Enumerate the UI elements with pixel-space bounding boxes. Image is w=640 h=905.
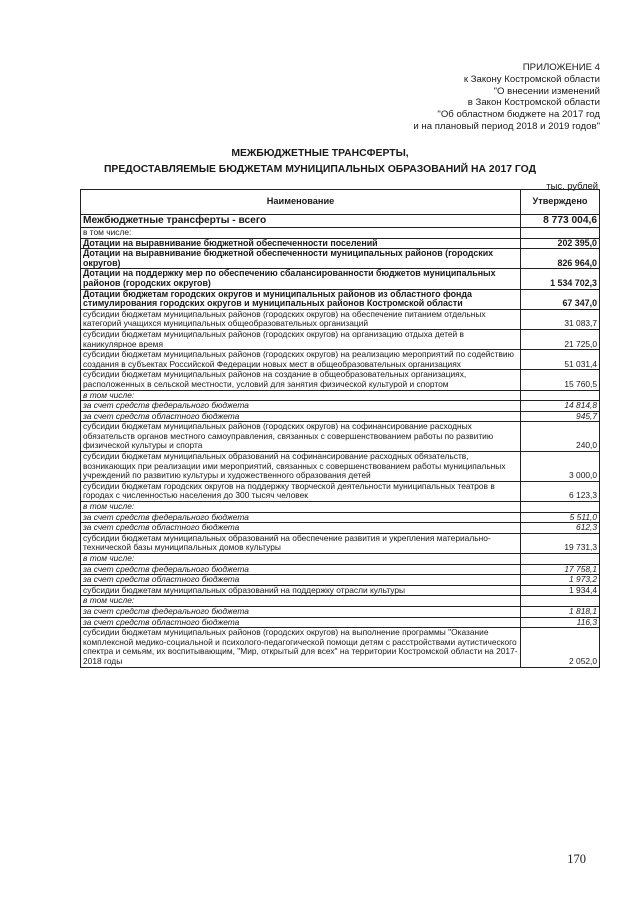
- row-value-cell: 51 031,4: [521, 350, 600, 370]
- table-row: [81, 502, 600, 513]
- row-name-cell: субсидии бюджетам муниципальных районов (городских округов) на выполнение программы "Оказание комплексной медико-социальной и психолого-педагогической помощи детям с расстройствами аутистического спектра и семьям, их воспитывающим, "Мир, открытый для всех" на территории Костромской области на 2017-2018 годы: [81, 628, 521, 667]
- table-header-row: [81, 190, 600, 215]
- row-name-cell: субсидии бюджетам муниципальных образований на обеспечение развития и укрепления материально-технической базы муниципальных домов культуры: [81, 533, 521, 553]
- table-row: [81, 329, 600, 349]
- table-body: [81, 215, 600, 668]
- row-name-cell: за счет средств областного бюджета: [81, 617, 521, 628]
- row-value-cell: 14 814,8: [521, 401, 600, 412]
- table-row: [81, 617, 600, 628]
- table-row: [81, 390, 600, 401]
- row-name-cell: за счет средств областного бюджета: [81, 411, 521, 422]
- row-value-cell: [521, 228, 600, 239]
- table-row: [81, 289, 600, 309]
- row-name-cell: субсидии бюджетам муниципальных районов (городских округов) на реализацию мероприятий по содействию создания в субъектах Российской Федерации новых мест в общеобразовательных организациях: [81, 350, 521, 370]
- title-line-1: МЕЖБЮДЖЕТНЫЕ ТРАНСФЕРТЫ,: [231, 148, 409, 159]
- appendix-line: "Об областном бюджете на 2017 год: [437, 109, 600, 121]
- row-name-cell: субсидии бюджетам муниципальных образований на софинансирование расходных обязательств, возникающих при реализации ими мероприятий, связанных с совершенствованием работы муниципальных учреждений по развитию культуры и художественного образования детей: [81, 452, 521, 482]
- row-name-cell: в том числе:: [81, 390, 521, 401]
- row-value-cell: 1 818,1: [521, 606, 600, 617]
- column-header-name: Наименование: [81, 190, 521, 215]
- table-row: [81, 249, 600, 269]
- row-value-cell: 5 511,0: [521, 512, 600, 523]
- appendix-line: к Закону Костромской области: [463, 73, 600, 85]
- row-name-cell: Дотации на поддержку мер по обеспечению сбалансированности бюджетов муниципальных районов (городских округов): [81, 269, 521, 289]
- table-row: [81, 554, 600, 565]
- appendix-line: ПРИЛОЖЕНИЕ 4: [522, 62, 600, 73]
- page-number: 170: [567, 852, 586, 866]
- table-row: [81, 350, 600, 370]
- appendix-header: [340, 62, 600, 133]
- row-name-cell: Межбюджетные трансферты - всего: [81, 215, 521, 228]
- appendix-line: в Закон Костромской области: [467, 97, 600, 109]
- row-value-cell: 17 758,1: [521, 564, 600, 575]
- row-name-cell: за счет средств федерального бюджета: [81, 512, 521, 523]
- row-value-cell: 31 083,7: [521, 309, 600, 329]
- table-row: [81, 269, 600, 289]
- row-value-cell: [521, 554, 600, 565]
- table-row: [81, 481, 600, 501]
- row-value-cell: 240,0: [521, 422, 600, 452]
- row-name-cell: субсидии бюджетам муниципальных районов (городских округов) на организацию отдыха детей в каникулярное время: [81, 329, 521, 349]
- row-name-cell: субсидии бюджетам муниципальных районов (городских округов) на обеспечение питанием отдельных категорий учащихся муниципальных общеобразовательных организаций: [81, 309, 521, 329]
- table-row: [81, 309, 600, 329]
- document-title: [60, 146, 580, 178]
- table-row: [81, 370, 600, 390]
- row-name-cell: Дотации на выравнивание бюджетной обеспеченности поселений: [81, 238, 521, 249]
- row-value-cell: 19 731,3: [521, 533, 600, 553]
- table-row: [81, 401, 600, 412]
- row-value-cell: 8 773 004,6: [521, 215, 600, 228]
- table-row: [81, 452, 600, 482]
- title-line-2: ПРЕДОСТАВЛЯЕМЫЕ БЮДЖЕТАМ МУНИЦИПАЛЬНЫХ ОБРАЗОВАНИЙ НА 2017 ГОД: [103, 164, 537, 175]
- row-value-cell: 1 973,2: [521, 575, 600, 586]
- appendix-line: и на плановый период 2018 и 2019 годов": [413, 120, 600, 132]
- row-name-cell: за счет средств федерального бюджета: [81, 401, 521, 412]
- transfers-table: [80, 189, 600, 668]
- row-name-cell: субсидии бюджетам муниципальных районов на создание в общеобразовательных организациях, расположенных в сельской местности, условий для занятия физической культурой и спортом: [81, 370, 521, 390]
- table-row: [81, 215, 600, 228]
- row-name-cell: субсидии бюджетам муниципальных образований на поддержку отрасли культуры: [81, 585, 521, 596]
- table-row: [81, 575, 600, 586]
- row-value-cell: 116,3: [521, 617, 600, 628]
- row-value-cell: 15 760,5: [521, 370, 600, 390]
- row-value-cell: 1 534 702,3: [521, 269, 600, 289]
- row-value-cell: 202 395,0: [521, 238, 600, 249]
- row-name-cell: за счет средств федерального бюджета: [81, 564, 521, 575]
- row-name-cell: за счет средств областного бюджета: [81, 575, 521, 586]
- table-row: [81, 512, 600, 523]
- row-name-cell: за счет средств областного бюджета: [81, 523, 521, 534]
- row-value-cell: 612,3: [521, 523, 600, 534]
- row-name-cell: субсидии бюджетам городских округов на поддержку творческой деятельности муниципальных театров в городах с численностью населения до 300 тысяч человек: [81, 481, 521, 501]
- table-row: [81, 585, 600, 596]
- row-value-cell: 1 934,4: [521, 585, 600, 596]
- row-name-cell: субсидии бюджетам муниципальных районов (городских округов) на софинансирование расходных обязательств органов местного самоуправления, связанных с совершенствованием работы по развитию физической культуры и спорта: [81, 422, 521, 452]
- row-name-cell: в том числе:: [81, 596, 521, 607]
- table-row: [81, 628, 600, 667]
- row-value-cell: 67 347,0: [521, 289, 600, 309]
- row-value-cell: 826 964,0: [521, 249, 600, 269]
- row-value-cell: [521, 502, 600, 513]
- row-value-cell: 2 052,0: [521, 628, 600, 667]
- row-value-cell: 3 000,0: [521, 452, 600, 482]
- table-row: [81, 533, 600, 553]
- row-name-cell: в том числе:: [81, 502, 521, 513]
- row-value-cell: 945,7: [521, 411, 600, 422]
- row-name-cell: за счет средств федерального бюджета: [81, 606, 521, 617]
- row-value-cell: [521, 390, 600, 401]
- row-value-cell: 6 123,3: [521, 481, 600, 501]
- row-name-cell: в том числе:: [81, 228, 521, 239]
- column-header-value: Утверждено: [521, 190, 600, 215]
- table-row: [81, 238, 600, 249]
- row-value-cell: [521, 596, 600, 607]
- table-row: [81, 596, 600, 607]
- table-row: [81, 564, 600, 575]
- row-name-cell: Дотации бюджетам городских округов и муниципальных районов из областного фонда стимулирования городских округов и муниципальных районов Костромской области: [81, 289, 521, 309]
- row-name-cell: Дотации на выравнивание бюджетной обеспеченности муниципальных районов (городских округов): [81, 249, 521, 269]
- table-row: [81, 228, 600, 239]
- row-name-cell: в том числе:: [81, 554, 521, 565]
- units-label: тыс. рублей: [546, 180, 598, 191]
- table-row: [81, 606, 600, 617]
- table-row: [81, 411, 600, 422]
- table-row: [81, 523, 600, 534]
- appendix-line: "О внесении изменений: [493, 85, 600, 97]
- row-value-cell: 21 725,0: [521, 329, 600, 349]
- table-row: [81, 422, 600, 452]
